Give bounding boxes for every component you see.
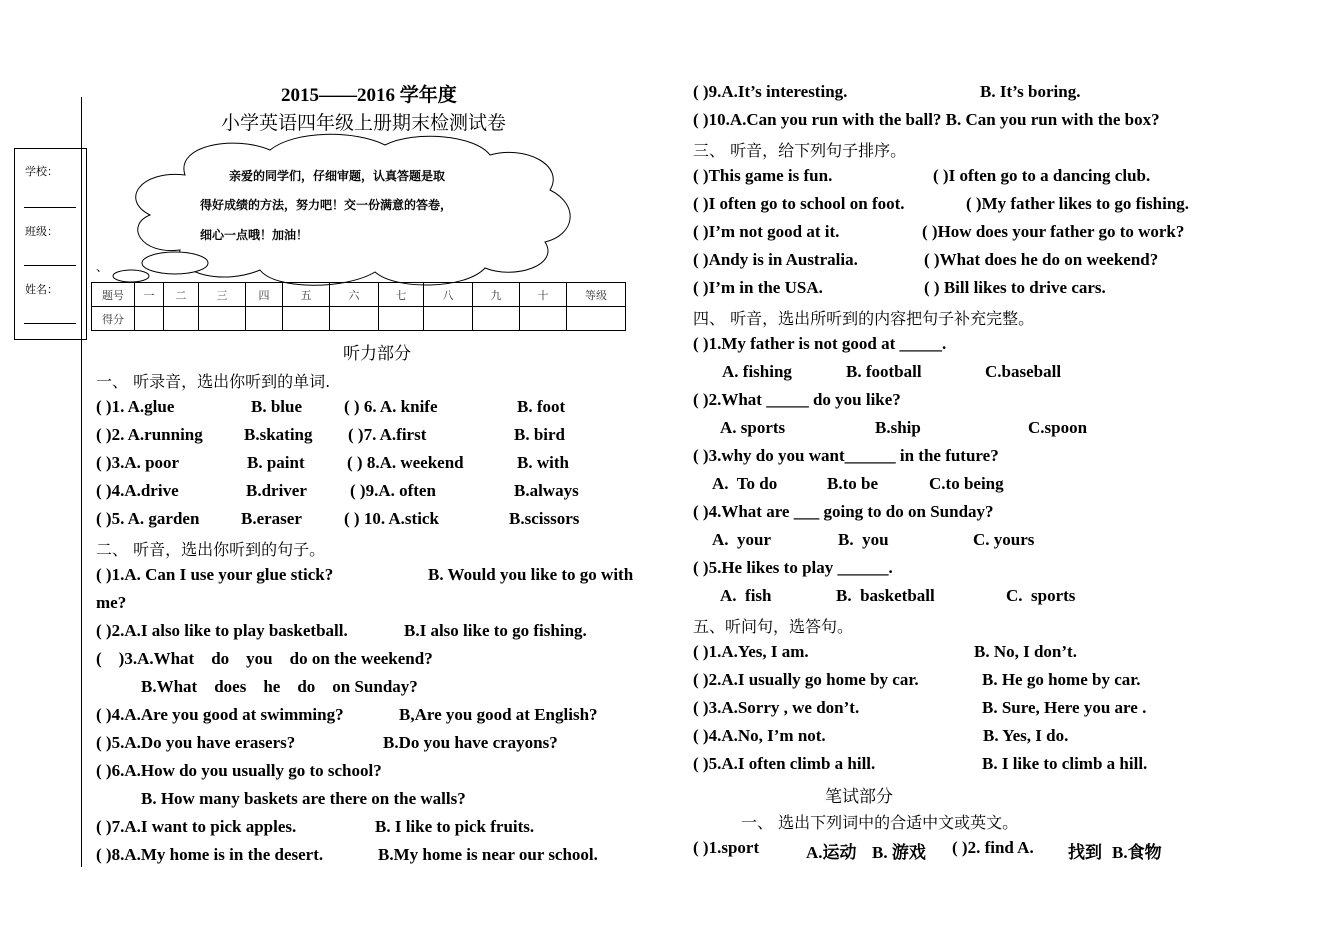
score-cell[interactable] [567,307,626,331]
score-head-cell: 九 [473,283,520,307]
score-head-cell: 二 [164,283,199,307]
s2-q4: ( )4.A.Are you good at swimming? [96,705,344,724]
s1-q3: ( )3.A. poor [96,453,180,472]
exam-title: 小学英语四年级上册期末检测试卷 [221,112,507,134]
s4-q3-b: B.to be [827,474,878,493]
score-head-cell: 三 [199,283,246,307]
score-head-cell: 十 [520,283,567,307]
score-head-cell: 五 [283,283,330,307]
s1-q4-b: B.driver [246,481,307,500]
score-cell[interactable] [199,307,246,331]
writing-title: 笔试部分 [825,787,893,807]
cloud-line-1: 亲爱的同学们，仔细审题，认真答题是取 [229,169,446,183]
score-header-row [92,283,626,307]
s3-item-10: ( ) Bill likes to drive cars. [924,278,1106,297]
w1-q1-a: A.运动 [806,843,857,862]
section-4-heading: 四、 听音，选出所听到的内容把句子补充完整。 [693,309,1035,328]
score-cell[interactable] [520,307,567,331]
s4-q1-a: A. fishing [722,362,792,381]
s3-item-3: ( )I often go to school on foot. [693,194,905,213]
school-label: 学校： [25,165,58,178]
s1-q1-b: B. blue [251,397,303,416]
score-cell[interactable] [379,307,424,331]
s4-q1-c: C.baseball [985,362,1062,381]
s4-q5-a: A. fish [720,586,772,605]
score-cell[interactable] [424,307,473,331]
score-cell[interactable] [330,307,379,331]
s2-q10: ( )10.A.Can you run with the ball? B. Can you run with the box? [693,110,1160,129]
s2-q5: ( )5.A.Do you have erasers? [96,733,296,752]
s1-q7: ( )7. A.first [348,425,427,444]
s1-q6-b: B. foot [517,397,566,416]
score-cell[interactable] [283,307,330,331]
s1-q8-b: B. with [517,453,569,472]
score-head-cell: 等级 [567,283,626,307]
s3-item-1: ( )This game is fun. [693,166,833,185]
score-head-cell: 一 [135,283,164,307]
s1-q10-b: B.scissors [509,509,580,528]
section-3-heading: 三、 听音，给下列句子排序。 [693,141,907,160]
section-5-heading: 五、听问句，选答句。 [693,617,854,636]
s1-q3-b: B. paint [247,453,305,472]
score-head-cell: 题号 [92,283,135,307]
s5-q1: ( )1.A.Yes, I am. [693,642,809,661]
s4-q2-a: A. sports [720,418,786,437]
s1-q5: ( )5. A. garden [96,509,200,528]
s2-q6: ( )6.A.How do you usually go to school? [96,761,382,780]
s2-q9: ( )9.A.It’s interesting. [693,82,848,101]
section-2-heading: 二、 听音，选出你听到的句子。 [96,540,326,559]
w1-q2-a: 找到 [1068,843,1102,862]
s5-q3-b: B. Sure, Here you are . [982,698,1147,717]
s5-q2-b: B. He go home by car. [982,670,1141,689]
s5-q4: ( )4.A.No, I’m not. [693,726,826,745]
class-field[interactable] [24,265,76,266]
s2-q6-b: B. How many baskets are there on the walls? [141,789,466,808]
score-label-cell: 得分 [92,307,135,331]
student-info-box [14,148,87,340]
s2-q2: ( )2.A.I also like to play basketball. [96,621,348,640]
s4-q5: ( )5.He likes to play ______. [693,558,893,577]
s5-q3: ( )3.A.Sorry , we don’t. [693,698,860,717]
s2-q7: ( )7.A.I want to pick apples. [96,817,297,836]
s4-q1-b: B. football [846,362,922,381]
s4-q2-c: C.spoon [1028,418,1088,437]
s2-q4-b: B,Are you good at English? [399,705,598,724]
s2-q8-b: B.My home is near our school. [378,845,598,864]
s2-q2-b: B.I also like to go fishing. [404,621,587,640]
s1-q7-b: B. bird [514,425,566,444]
s4-q5-b: B. basketball [836,586,935,605]
stray-mark: 、 [96,260,109,274]
cloud-line-3: 细心一点哦！加油！ [200,228,309,242]
listening-title: 听力部分 [343,344,411,364]
score-head-cell: 七 [379,283,424,307]
s2-q3-b: B.What does he do on Sunday? [141,677,418,696]
s5-q1-b: B. No, I don’t. [974,642,1077,661]
s4-q3: ( )3.why do you want______ in the future? [693,446,999,465]
s3-item-9: ( )I’m in the USA. [693,278,823,297]
s3-item-4: ( )My father likes to go fishing. [966,194,1190,213]
s5-q5: ( )5.A.I often climb a hill. [693,754,876,773]
s4-q3-a: A. To do [712,474,778,493]
s2-q9-b: B. It’s boring. [980,82,1081,101]
score-cell[interactable] [246,307,283,331]
score-head-cell: 八 [424,283,473,307]
s2-q1-cont: me? [96,593,127,612]
s1-q4: ( )4.A.drive [96,481,179,500]
score-cell[interactable] [473,307,520,331]
s5-q5-b: B. I like to climb a hill. [982,754,1148,773]
s4-q4-a: A. your [712,530,772,549]
score-cell[interactable] [164,307,199,331]
w1-q1-b: B. 游戏 [872,843,926,862]
s4-q5-c: C. sports [1006,586,1076,605]
name-field[interactable] [24,323,76,324]
s1-q6: ( ) 6. A. knife [344,397,438,416]
s1-q5-b: B.eraser [241,509,302,528]
score-value-row [92,307,626,331]
s1-q2: ( )2. A.running [96,425,203,444]
s1-q9: ( )9.A. often [350,481,436,500]
s2-q3: ( )3.A.What do you do on the weekend? [96,649,433,668]
w1-q1: ( )1.sport [693,838,760,857]
s2-q8: ( )8.A.My home is in the desert. [96,845,324,864]
s2-q1-b: B. Would you like to go with [428,565,634,584]
s4-q2: ( )2.What _____ do you like? [693,390,901,409]
score-head-cell: 四 [246,283,283,307]
section-1-heading: 一、 听录音，选出你听到的单词. [96,372,331,391]
s4-q2-b: B.ship [875,418,921,437]
school-field[interactable] [24,207,76,208]
w1-q2-b: B.食物 [1112,843,1162,862]
exam-year: 2015——2016 学年度 [281,85,457,106]
s1-q2-b: B.skating [244,425,313,444]
class-label: 班级： [25,225,58,238]
s2-q7-b: B. I like to pick fruits. [375,817,535,836]
s1-q1: ( )1. A.glue [96,397,175,416]
s1-q9-b: B.always [514,481,579,500]
score-head-cell: 六 [330,283,379,307]
w1-q2: ( )2. find A. [952,838,1034,857]
s4-q4-b: B. you [838,530,889,549]
s5-q2: ( )2.A.I usually go home by car. [693,670,919,689]
s3-item-8: ( )What does he do on weekend? [924,250,1159,269]
s4-q4: ( )4.What are ___ going to do on Sunday? [693,502,994,521]
s4-q4-c: C. yours [973,530,1035,549]
score-table [91,282,626,331]
s5-q4-b: B. Yes, I do. [983,726,1069,745]
s3-item-7: ( )Andy is in Australia. [693,250,858,269]
cloud-line-2: 得好成绩的方法，努力吧！交一份满意的答卷， [200,198,453,212]
writing-section-1-heading: 一、 选出下列词中的合适中文或英文。 [741,813,1019,832]
s1-q10: ( ) 10. A.stick [344,509,439,528]
s1-q8: ( ) 8.A. weekend [347,453,464,472]
s4-q3-c: C.to being [929,474,1004,493]
name-label: 姓名： [25,283,58,296]
s2-q1: ( )1.A. Can I use your glue stick? [96,565,334,584]
s4-q1: ( )1.My father is not good at _____. [693,334,947,353]
s3-item-2: ( )I often go to a dancing club. [933,166,1151,185]
s3-item-5: ( )I’m not good at it. [693,222,840,241]
s3-item-6: ( )How does your father go to work? [922,222,1185,241]
s2-q5-b: B.Do you have crayons? [383,733,558,752]
score-cell[interactable] [135,307,164,331]
